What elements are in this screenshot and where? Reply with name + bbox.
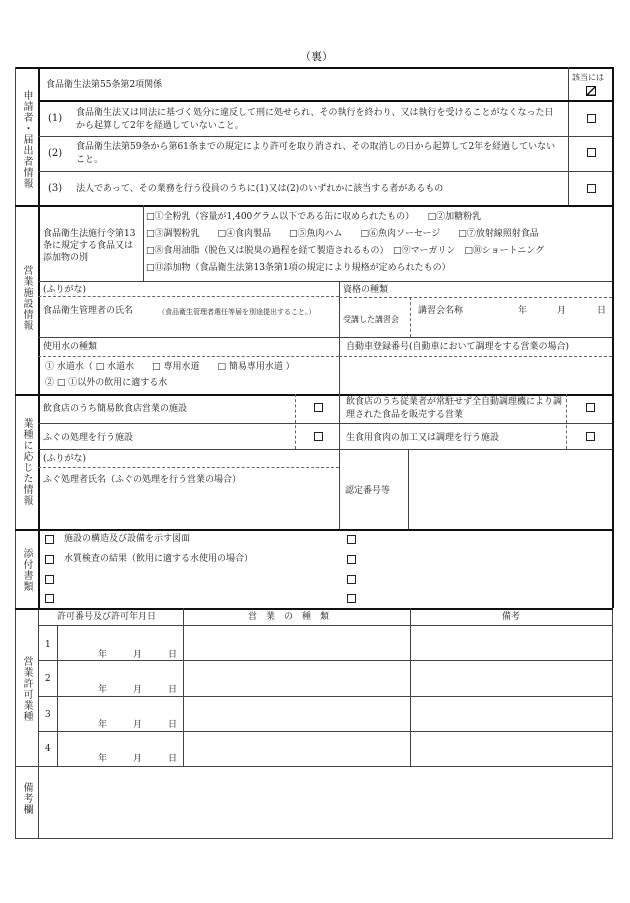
page-title: （裏） (300, 50, 333, 63)
applicant-item-1-checkbox[interactable] (587, 114, 596, 123)
applicant-item-2-num: (2) (48, 148, 63, 159)
permit-row-4-day: 日 (168, 754, 178, 764)
applicant-item-2-checkbox[interactable] (587, 148, 596, 157)
attachments-section-label: 添付書類 (21, 548, 32, 592)
additives-label: 食品衛生法施行令第13条に規定する食品又は添加物の別 (43, 229, 136, 263)
qualification-label: 資格の種類 (343, 285, 389, 295)
simple-restaurant-checkbox[interactable] (314, 403, 323, 412)
attachment-6-checkbox[interactable] (347, 555, 356, 564)
attachment-3-checkbox[interactable] (45, 575, 54, 584)
course-name-label: 講習会名称 (418, 306, 464, 316)
attachment-2-label: 水質検査の結果（飲用に適する水使用の場合） (64, 554, 254, 564)
applicant-item-1-num: (1) (48, 113, 63, 124)
fugu-facility-label: ふぐの処理を行う施設 (43, 433, 134, 443)
water-type-label: 使用水の種類 (43, 342, 98, 352)
permit-row-1-month: 月 (133, 650, 143, 660)
permit-row-2-month: 月 (133, 685, 143, 695)
vehicle-number-label: 自動車登録番号(自動車において調理をする営業の場合) (346, 342, 570, 352)
certification-label: 認定番号等 (345, 486, 391, 496)
course-date-day: 日 (597, 306, 607, 316)
additives-line-1: □①全粉乳（容量が1,400グラム以下である缶に収められたもの） □②加糖粉乳 (146, 212, 482, 222)
permit-row-2-year: 年 (98, 685, 108, 695)
course-date-year: 年 (518, 306, 528, 316)
permit-col-business-type: 営 業 の 種 類 (248, 612, 330, 622)
applicant-item-1-text: 食品衛生法又は同法に基づく処分に違反して刑に処せられ、その執行を終わり、又は執行を受けることがなくなった日から起算して2年を経過していないこと。 (76, 108, 554, 131)
additives-line-3: □⑧食用油脂（脱色又は脱臭の過程を経て製造されるもの） □⑨マーガリン □⑩ショートニング (146, 246, 545, 256)
remarks-section-label: 備考欄 (21, 782, 32, 815)
permit-col-number-date: 許可番号及び許可年月日 (57, 612, 157, 622)
auto-cooking-checkbox[interactable] (586, 403, 595, 412)
fugu-facility-checkbox[interactable] (314, 432, 323, 441)
checked-box[interactable] (586, 86, 596, 96)
permit-row-2-day: 日 (168, 685, 178, 695)
fugu-furigana: (ふりがな) (43, 454, 87, 464)
attachment-1-checkbox[interactable] (45, 535, 54, 544)
remarks-field[interactable] (40, 768, 610, 836)
applicant-item-3-num: (3) (48, 183, 63, 194)
applicant-item-2-text: 食品衛生法第59条から第61条までの規定により許可を取り消され、その取消しの日から起算して2年を経過していないこと。 (76, 142, 556, 165)
attachment-5-checkbox[interactable] (347, 535, 356, 544)
applicant-item-3-text: 法人であって、その業務を行う役員のうちに(1)又は(2)のいずれかに該当する者があるもの (76, 184, 444, 194)
applicant-item-3-checkbox[interactable] (587, 184, 596, 193)
permit-row-1-day: 日 (168, 650, 178, 660)
manager-note: （食品衛生管理者選任等届を別途提出すること。） (158, 308, 316, 316)
water-option-1: ① 水道水（ □ 水道水 □ 専用水道 □ 簡易専用水道 ） (45, 362, 295, 372)
business-section-label: 業種に応じた情報 (21, 418, 32, 506)
permit-row-4-year: 年 (98, 754, 108, 764)
raw-meat-label: 生食用食肉の加工又は調理を行う施設 (346, 433, 500, 443)
attachment-1-label: 施設の構造及び設備を示す図面 (64, 534, 191, 544)
check-mark-icon (587, 87, 595, 95)
permit-row-3-month: 月 (133, 720, 143, 730)
simple-restaurant-label: 飲食店のうち簡易飲食店営業の施設 (43, 404, 188, 414)
permit-row-1-year: 年 (98, 650, 108, 660)
permit-row-3-day: 日 (168, 720, 178, 730)
manager-name-label: 食品衛生管理者の氏名 (43, 306, 134, 316)
auto-cooking-label: 飲食店のうち従業者が常駐せず全自動調理機により調理された食品を販売する営業 (346, 397, 563, 420)
permit-row-4-month: 月 (133, 754, 143, 764)
attachment-4-checkbox[interactable] (45, 594, 54, 603)
permit-row-2-num: 2 (45, 674, 51, 684)
additives-line-2: □③調製粉乳 □④食肉製品 □⑤魚肉ハム □⑥魚肉ソーセージ □⑦放射線照射食品 (146, 229, 539, 239)
attachment-2-checkbox[interactable] (45, 555, 54, 564)
check-header: 該当には (572, 73, 604, 82)
water-option-2: ② □ ①以外の飲用に適する水 (45, 378, 168, 388)
applicant-section-label: 申請者・届出者情報 (21, 90, 32, 189)
additives-line-4: □⑪添加物（食品衛生法第13条第1項の規定により規格が定められたもの） (146, 263, 451, 273)
raw-meat-checkbox[interactable] (586, 432, 595, 441)
course-label: 受講した講習会 (343, 315, 399, 324)
attachment-7-checkbox[interactable] (347, 575, 356, 584)
permit-row-4-num: 4 (45, 744, 51, 754)
permit-row-1-num: 1 (45, 640, 51, 650)
attachment-8-checkbox[interactable] (347, 594, 356, 603)
permit-col-remarks: 備考 (502, 612, 521, 622)
course-date-month: 月 (557, 306, 567, 316)
permit-row-3-num: 3 (45, 710, 51, 720)
manager-furigana: (ふりがな) (43, 285, 87, 295)
fugu-handler-label: ふぐ処理者氏名（ふぐの処理を行う営業の場合） (43, 475, 242, 485)
facility-section-label: 営業施設情報 (21, 265, 32, 331)
permit-section-label: 営業許可業種 (21, 656, 32, 722)
law-reference: 食品衛生法第55条第2項関係 (46, 80, 163, 90)
permit-row-3-year: 年 (98, 720, 108, 730)
